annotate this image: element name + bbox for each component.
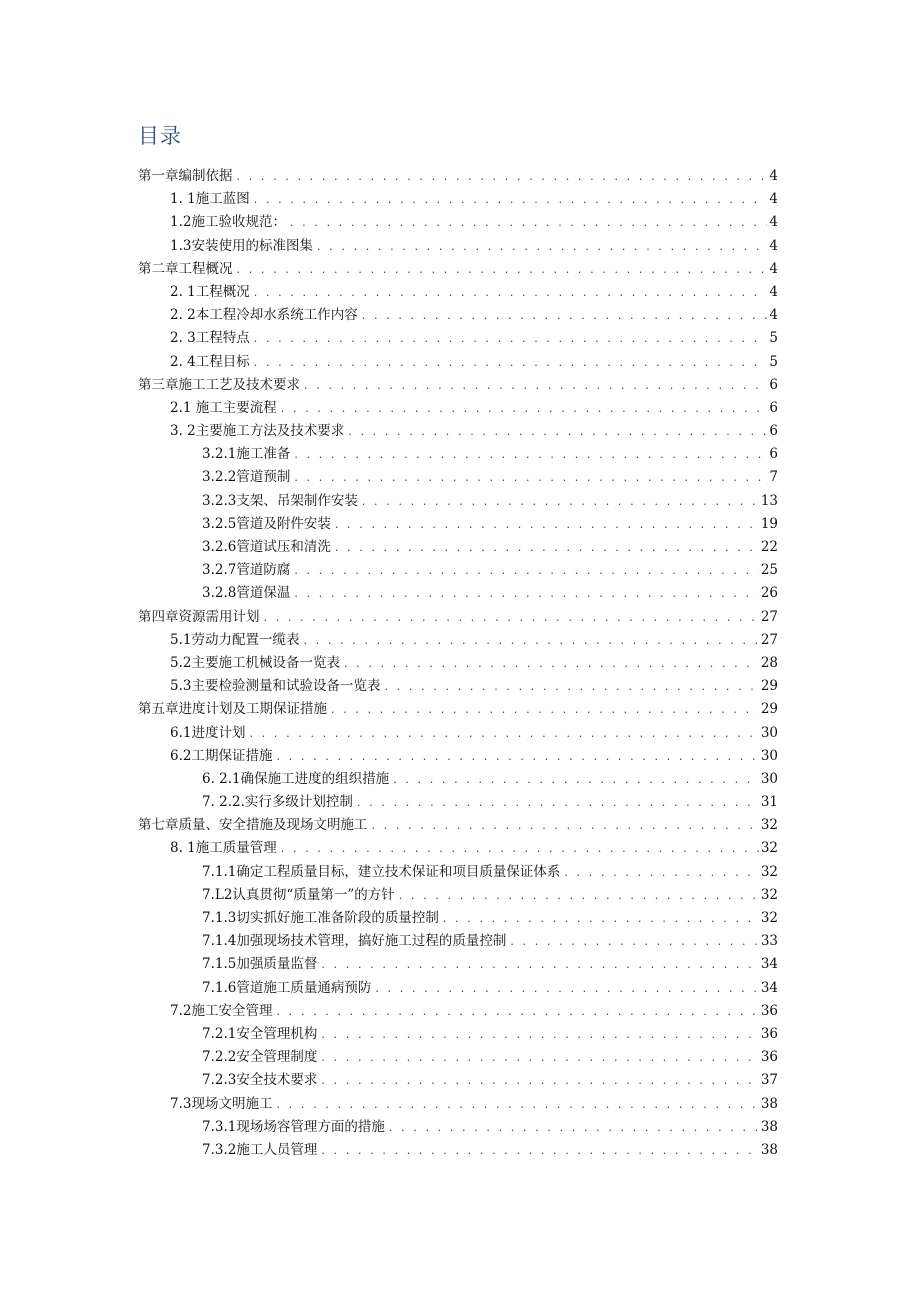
toc-entry[interactable] [138,790,778,813]
toc-page-number: 30 [760,724,778,741]
toc-page-number: 37 [760,1072,778,1089]
toc-entry-label: 3.2.3支架、吊架制作安装 [202,492,358,509]
toc-dot-leader [294,471,767,484]
toc-entry[interactable] [138,744,778,767]
toc-dot-leader [321,958,758,971]
toc-entry-label: 第五章进度计划及工期保证措施 [138,701,327,718]
toc-entry-label: 1.2施工验收规范： [170,214,286,231]
toc-page-number: 26 [760,585,778,602]
toc-entry-label: 1. 1施工蓝图 [170,191,250,208]
toc-entry[interactable] [138,1022,778,1045]
toc-dot-leader [372,819,759,832]
toc-page-number: 38 [760,1118,778,1135]
toc-entry[interactable] [138,721,778,744]
toc-entry[interactable] [138,210,778,233]
toc-entry-label: 2. 3工程特点 [170,330,250,347]
toc-page-number: 4 [769,191,778,208]
toc-dot-leader [443,912,759,925]
toc-entry-label: 7.1.3切实抓好施工准备阶段的质量控制 [202,910,439,926]
toc-entry[interactable] [138,257,778,280]
toc-entry-label: 7.3.1现场场容管理方面的措施 [202,1118,385,1135]
toc-entry[interactable] [138,836,778,859]
toc-page-number: 38 [760,1141,778,1158]
toc-entry[interactable] [138,976,778,999]
toc-entry[interactable] [138,767,778,790]
toc-dot-leader [510,935,758,948]
toc-dot-leader [335,518,759,531]
toc-entry-label: 6.2工期保证措施 [170,747,273,764]
toc-entry[interactable] [138,373,778,396]
toc-dot-leader [393,773,759,786]
toc-entry[interactable] [138,512,778,535]
toc-entry[interactable] [138,1115,778,1138]
toc-entry[interactable] [138,929,778,952]
toc-page-number: 5 [769,330,778,347]
toc-entry-label: 2.1 施工主要流程 [170,399,277,416]
toc-entry-label: 3.2.2管道预制 [202,469,291,486]
toc-page-number: 7 [769,469,778,486]
toc-entry-label: 7.L2认真贯彻“质量第一”的方针 [202,886,395,903]
toc-entry[interactable] [138,581,778,604]
toc-entry-label: 3.2.7管道防腐 [202,562,291,579]
toc-dot-leader [294,564,758,577]
toc-entry[interactable] [138,1092,778,1115]
toc-page-number: 36 [760,1002,778,1019]
toc-entry[interactable] [138,465,778,488]
toc-entry[interactable] [138,813,778,836]
toc-entry-label: 6.1进度计划 [170,724,246,741]
toc-dot-leader [276,1005,758,1018]
toc-dot-leader [276,1098,758,1111]
toc-entry[interactable] [138,906,778,929]
toc-entry-label: 2. 1工程概况 [170,283,250,300]
toc-entry-label: 7.2.2安全管理制度 [202,1049,318,1066]
toc-entry-label: 7.2.1安全管理机构 [202,1025,318,1042]
toc-entry[interactable] [138,303,778,326]
page-title: 目录 [138,124,182,148]
toc-entry-label: 2. 4工程目标 [170,353,250,370]
toc-entry[interactable] [138,234,778,257]
toc-page-number: 4 [769,237,778,254]
toc-page-number: 4 [769,168,778,184]
toc-page-number: 36 [760,1049,778,1066]
toc-entry-label: 8. 1施工质量管理 [170,840,277,857]
toc-entry-label: 3.2.8管道保温 [202,585,291,602]
toc-dot-leader [348,425,767,438]
toc-entry-label: 7.3.2施工人员管理 [202,1141,318,1158]
toc-page-number: 32 [760,817,778,834]
toc-entry[interactable] [138,326,778,349]
toc-entry[interactable] [138,489,778,512]
toc-entry-label: 第七章质量、安全措施及现场文明施工 [138,817,368,834]
toc-dot-leader [317,240,767,253]
toc-dot-leader [281,842,759,855]
toc-dot-leader [276,750,758,763]
toc-entry-label: 3.2.1施工准备 [202,446,291,463]
toc-page-number: 4 [769,307,778,324]
toc-page-number: 4 [769,260,778,277]
toc-dot-leader [335,541,759,554]
toc-page-number: 27 [760,631,778,648]
toc-entry[interactable] [138,187,778,210]
toc-page-number: 34 [760,956,778,973]
toc-dot-leader [389,1121,759,1134]
toc-entry-label: 7.1.6管道施工质量通病预防 [202,979,372,996]
toc-entry[interactable] [138,280,778,303]
toc-entry[interactable] [138,651,778,674]
toc-entry-label: 7.1.1确定工程质量目标，建立技术保证和项目质量保证体系 [202,863,561,880]
toc-page-number: 4 [769,214,778,231]
toc-page-number: 25 [760,562,778,579]
toc-page-number: 36 [760,1025,778,1042]
toc-dot-leader [290,216,767,229]
toc-entry-label: 3.2.5管道及附件安装 [202,515,331,532]
toc-entry[interactable] [138,605,778,628]
toc-dot-leader [237,170,768,183]
toc-dot-leader [357,796,759,809]
toc-entry[interactable] [138,419,778,442]
toc-entry[interactable] [138,628,778,651]
toc-entry[interactable] [138,442,778,465]
toc-entry-label: 第一章编制依据 [138,168,233,184]
toc-page-number: 30 [760,770,778,787]
toc-entry-label: 3. 2主要施工方法及技术要求 [170,423,345,440]
toc-dot-leader [281,402,768,415]
toc-entry-label: 第二章工程概况 [138,260,233,277]
toc-entry-label: 7.1.5加强质量监督 [202,956,318,973]
toc-page-number: 6 [769,446,778,463]
toc-entry-label: 5.2主要施工机械设备一览表 [170,654,340,671]
table-of-contents [138,164,778,1161]
toc-entry-label: 1.3安装使用的标准图集 [170,237,313,254]
toc-page-number: 31 [760,794,778,811]
toc-dot-leader [344,657,759,670]
toc-dot-leader [362,495,759,508]
toc-page-number: 32 [760,886,778,903]
toc-entry[interactable] [138,883,778,906]
toc-entry[interactable] [138,999,778,1022]
toc-dot-leader [321,1051,758,1064]
toc-page-number: 32 [760,910,778,926]
toc-dot-leader [294,587,758,600]
toc-entry-label: 7.3现场文明施工 [170,1095,273,1112]
toc-entry-label: 5.1劳动力配置一缆表 [170,631,300,648]
toc-page-number: 6 [769,423,778,440]
toc-entry[interactable] [138,1068,778,1091]
toc-dot-leader [303,634,758,647]
toc-entry-label: 第四章资源需用计划 [138,608,260,625]
toc-page-number: 30 [760,747,778,764]
toc-entry[interactable] [138,350,778,373]
toc-dot-leader [294,448,767,461]
toc-page-number: 4 [769,283,778,300]
toc-dot-leader [254,356,768,369]
toc-entry-label: 3.2.6管道试压和清洗 [202,539,331,555]
toc-dot-leader [375,982,758,995]
toc-page-number: 6 [769,376,778,393]
toc-dot-leader [254,332,768,345]
toc-page-number: 28 [760,654,778,671]
toc-entry[interactable] [138,1045,778,1068]
toc-page-number: 29 [760,701,778,718]
toc-entry-label: 7.2.3安全技术要求 [202,1072,318,1089]
toc-entry[interactable] [138,1138,778,1161]
toc-dot-leader [254,193,768,206]
toc-page-number: 29 [760,678,778,695]
toc-dot-leader [264,611,759,624]
toc-entry-label: 7.2施工安全管理 [170,1002,273,1019]
toc-page-number: 32 [760,840,778,857]
toc-entry[interactable] [138,952,778,975]
toc-entry-label: 7.1.4加强现场技术管理，搞好施工过程的质量控制 [202,933,507,950]
toc-page-number: 6 [769,399,778,416]
toc-entry-label: 第三章施工工艺及技术要求 [138,376,300,393]
toc-dot-leader [321,1144,758,1157]
toc-page-number: 27 [760,608,778,625]
toc-dot-leader [304,379,767,392]
toc-page-number: 33 [760,933,778,950]
toc-dot-leader [249,727,758,740]
toc-dot-leader [321,1028,758,1041]
toc-entry[interactable] [138,674,778,697]
toc-entry[interactable] [138,164,778,187]
toc-page-number: 32 [760,863,778,880]
toc-page-number: 5 [769,353,778,370]
toc-dot-leader [399,889,759,902]
toc-entry[interactable] [138,860,778,883]
toc-dot-leader [254,286,768,299]
toc-dot-leader [331,703,759,716]
toc-entry-label: 2. 2本工程冷却水系统工作内容 [170,307,358,324]
toc-entry-label: 7. 2.2.实行多级计划控制 [202,794,353,811]
toc-dot-leader [237,263,768,276]
toc-page-number: 13 [760,492,778,509]
toc-page-number: 22 [760,539,778,555]
toc-entry-label: 6. 2.1确保施工进度的组织措施 [202,770,390,787]
toc-dot-leader [321,1074,758,1087]
toc-entry[interactable] [138,558,778,581]
toc-page-number: 19 [760,515,778,532]
toc-entry[interactable] [138,697,778,720]
toc-entry[interactable] [138,535,778,558]
toc-entry[interactable] [138,396,778,419]
toc-dot-leader [384,680,758,693]
toc-dot-leader [564,866,758,879]
toc-page-number: 34 [760,979,778,996]
toc-dot-leader [362,309,768,322]
toc-page-number: 38 [760,1095,778,1112]
toc-entry-label: 5.3主要检验测量和试验设备一览表 [170,678,381,695]
